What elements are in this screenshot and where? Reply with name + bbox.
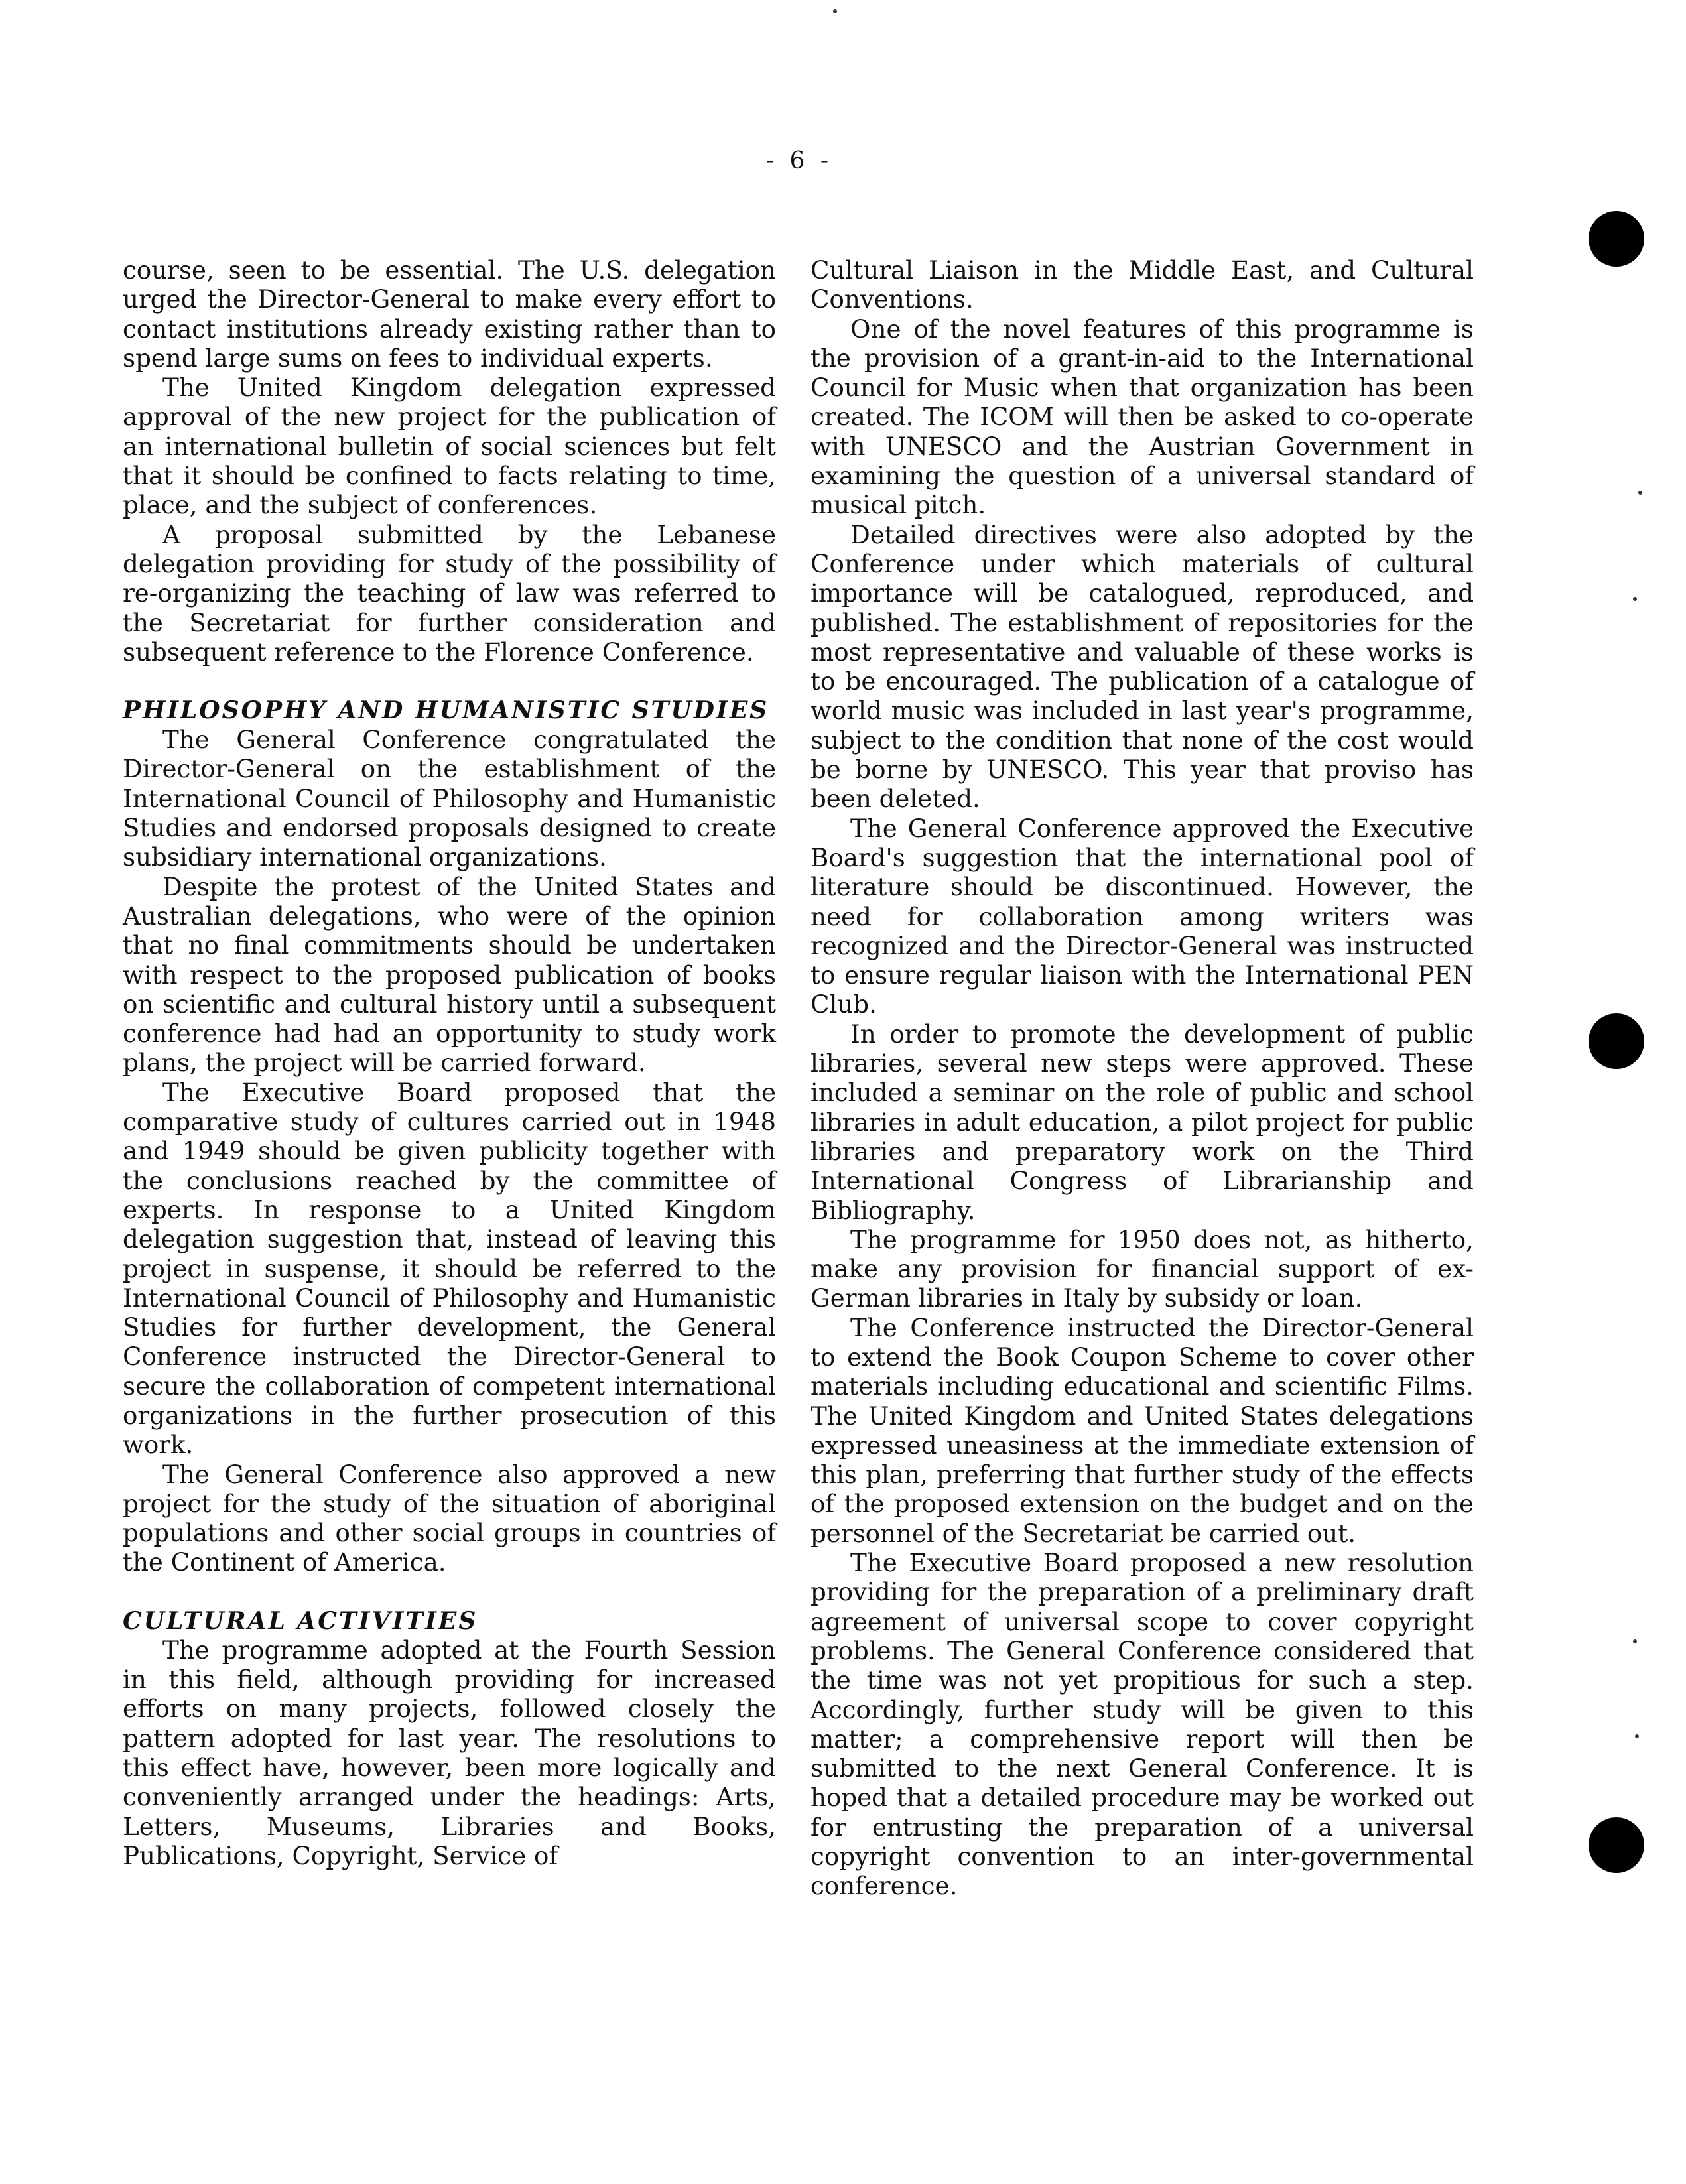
left-paragraph-2: The United Kingdom delegation expressed approval of the new project for the publication of an international bulletin of social sciences but felt that it should be confined to facts relating to time, place, and the subject of conferences. bbox=[123, 373, 776, 520]
right-paragraph-4: The General Conference approved the Executive Board's suggestion that the international pool of literature should be discontinued. However, the need for collaboration among writers was recognized and the Director-General was instructed to ensure regular liaison with the International PEN Club. bbox=[811, 813, 1474, 1019]
right-paragraph-1: Cultural Liaison in the Middle East, and Cultural Conventions. bbox=[811, 255, 1474, 314]
section-heading-cultural: CULTURAL ACTIVITIES bbox=[123, 1606, 478, 1635]
scan-speck bbox=[1633, 1639, 1637, 1643]
right-column bbox=[811, 255, 1474, 1901]
section-heading-philosophy: PHILOSOPHY AND HUMANISTIC STUDIES bbox=[123, 696, 769, 725]
right-paragraph-7: The Conference instructed the Director-General to extend the Book Coupon Scheme to cover other materials including educational and scientific Films. The United Kingdom and United States delegations expressed uneasiness at the immediate extension of this plan, preferring that further study of the effects of the proposed extension on the budget and on the personnel of the Secretariat be carried out. bbox=[811, 1313, 1474, 1548]
scan-speck bbox=[833, 9, 837, 13]
right-paragraph-5: In order to promote the development of public libraries, several new steps were approved. These included a seminar on the role of public and school libraries in adult education, a pilot project for public libraries and preparatory work on the Third International Congress of Librarianship and Bibliography. bbox=[811, 1019, 1474, 1225]
right-paragraph-6: The programme for 1950 does not, as hitherto, make any provision for financial support of ex-German libraries in Italy by subsidy or loan. bbox=[811, 1224, 1474, 1313]
left-paragraph-8: The programme adopted at the Fourth Session in this field, although providing for increased efforts on many projects, followed closely the pattern adopted for last year. The resolutions to this effect have, however, been more logically and conveniently arranged under the headings: Arts, Letters, Museums, Libraries and Books, Publications, Copyright, Service of bbox=[123, 1635, 776, 1870]
binder-hole bbox=[1589, 211, 1644, 267]
left-paragraph-6: The Executive Board proposed that the comparative study of cultures carried out in 1948 and 1949 should be given publicity together with the conclusions reached by the committee of experts. In response to a United Kingdom delegation suggestion that, instead of leaving this project in suspense, it should be referred to the International Council of Philosophy and Humanistic Studies for further development, the General Conference instructed the Director-General to secure the collaboration of competent international organizations in the further prosecution of this work. bbox=[123, 1077, 776, 1460]
left-paragraph-4: The General Conference congratulated the Director-General on the establishment of the International Council of Philosophy and Humanistic Studies and endorsed proposals designed to create subsidiary international organizations. bbox=[123, 725, 776, 872]
scan-speck bbox=[1633, 597, 1637, 601]
binder-hole bbox=[1589, 1013, 1644, 1069]
right-paragraph-2: One of the novel features of this programme is the provision of a grant-in-aid to the International Council for Music when that organization has been created. The ICOM will then be asked to co-operate with UNESCO and the Austrian Government in examining the question of a universal standard of musical pitch. bbox=[811, 314, 1474, 520]
left-column bbox=[123, 255, 776, 1870]
left-paragraph-1: course, seen to be essential. The U.S. delegation urged the Director-General to make every effort to contact institutions already existing rather than to spend large sums on fees to individual experts. bbox=[123, 255, 776, 373]
binder-hole bbox=[1589, 1817, 1644, 1873]
left-paragraph-5: Despite the protest of the United States and Australian delegations, who were of the opinion that no final commitments should be undertaken with respect to the proposed publication of books on scientific and cultural history until a subsequent conference had had an opportunity to study work plans, the project will be carried forward. bbox=[123, 871, 776, 1078]
left-paragraph-7: The General Conference also approved a new project for the study of the situation of aboriginal populations and other social groups in countries of the Continent of America. bbox=[123, 1459, 776, 1577]
right-paragraph-8: The Executive Board proposed a new resolution providing for the preparation of a preliminary draft agreement of universal scope to cover copyright problems. The General Conference considered that the time was not yet propitious for such a step. Accordingly, further study will be given to this matter; a comprehensive report will then be submitted to the next General Conference. It is hoped that a detailed procedure may be worked out for entrusting the preparation of a universal copyright convention to an inter-governmental conference. bbox=[811, 1548, 1474, 1901]
right-paragraph-3: Detailed directives were also adopted by the Conference under which materials of cultural importance will be catalogued, reproduced, and published. The establishment of repositories for the most representative and valuable of these works is to be encouraged. The publication of a catalogue of world music was included in last year's programme, subject to the condition that none of the cost would be borne by UNESCO. This year that proviso has been deleted. bbox=[811, 519, 1474, 814]
left-paragraph-3: A proposal submitted by the Lebanese delegation providing for study of the possibility of re-organizing the teaching of law was referred to the Secretariat for further consideration and subsequent reference to the Florence Conference. bbox=[123, 519, 776, 667]
scan-speck bbox=[1635, 1734, 1639, 1738]
page-number: - 6 - bbox=[765, 147, 833, 174]
scan-speck bbox=[1638, 491, 1642, 495]
